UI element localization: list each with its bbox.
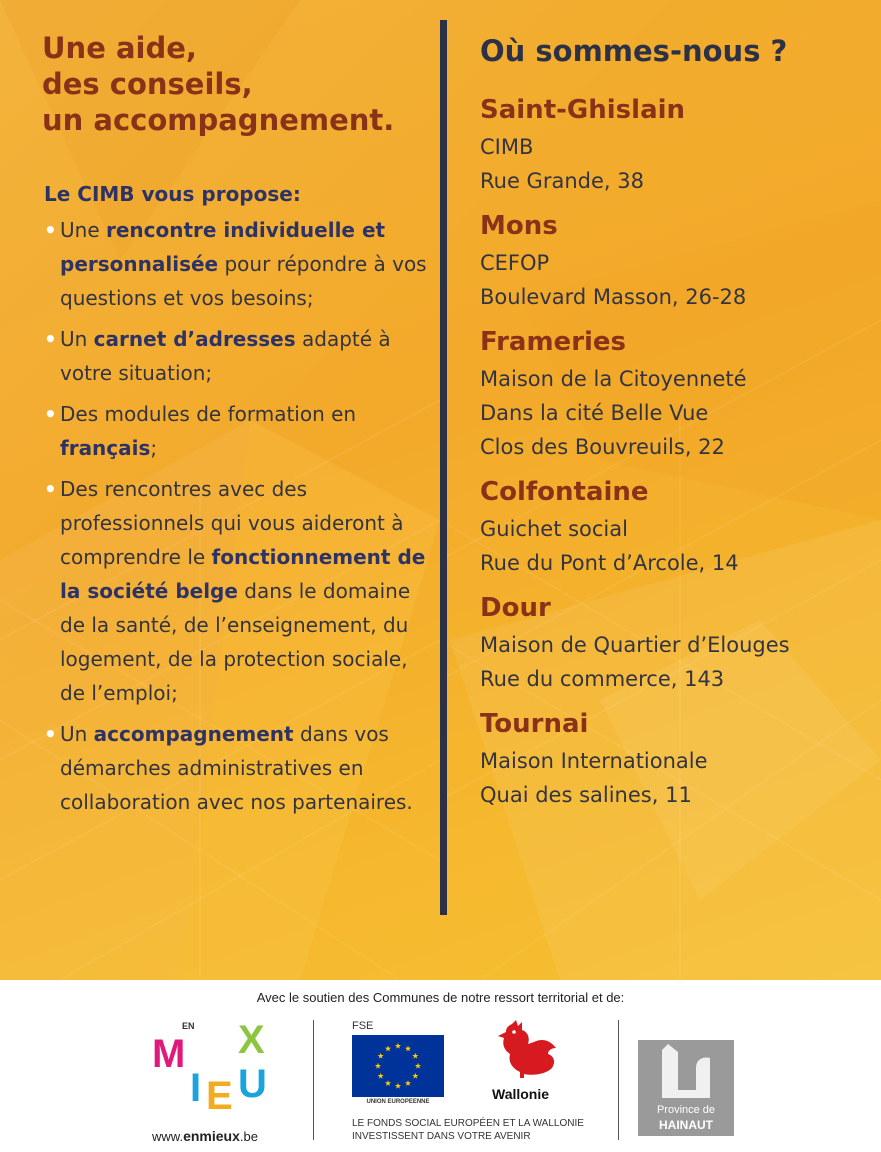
- location-city: Mons: [480, 211, 558, 241]
- offer-item-text: Des rencontres avec des professionnels qui vous aideront à comprendre le: [60, 477, 404, 569]
- hainaut-line2: HAINAUT: [659, 1118, 713, 1132]
- bullet-icon: •: [44, 722, 57, 746]
- mieux-letter-x: X: [238, 1018, 265, 1062]
- eu-label: UNION EUROPEENNE: [366, 1099, 430, 1105]
- enmieux-url[interactable]: [152, 1128, 258, 1144]
- eu-star-icon: [405, 1080, 411, 1086]
- fse-caption: [352, 1117, 612, 1143]
- enmieux-logo: [152, 1020, 280, 1120]
- offer-item-text: dans vos démarches administratives en collaboration avec nos partenaires.: [60, 722, 413, 814]
- offer-item-text: adapté à votre situation;: [60, 327, 391, 385]
- offer-item-text: pour répondre à vos questions et vos besoins;: [60, 252, 427, 310]
- location-address-line: Rue Grande, 38: [480, 169, 644, 193]
- offer-item-highlight: rencontre individuelle et personnalisée: [60, 218, 386, 276]
- offer-item-text: Un: [60, 327, 94, 351]
- location-address-line: CEFOP: [480, 251, 550, 275]
- fse-label: FSE: [352, 1020, 374, 1032]
- offer-item: [44, 472, 434, 710]
- footer-separator: [313, 1020, 314, 1140]
- bullet-icon: •: [44, 218, 57, 242]
- offer-item: [44, 717, 434, 819]
- location-address-line: Dans la cité Belle Vue: [480, 401, 709, 425]
- mieux-letter-i: I: [190, 1066, 202, 1110]
- column-divider: [440, 20, 447, 915]
- offer-item-text: Des modules de formation en: [60, 402, 357, 426]
- mieux-letter-u: U: [238, 1062, 267, 1106]
- location-city: Saint-Ghislain: [480, 95, 686, 125]
- locations-list: [480, 90, 875, 820]
- location-address-line: Guichet social: [480, 517, 628, 541]
- bullet-icon: •: [44, 477, 57, 501]
- mieux-letter-e: E: [206, 1074, 233, 1118]
- headline-line: des conseils,: [42, 67, 253, 101]
- location-block: [480, 704, 875, 812]
- eu-stars-icon: [352, 1035, 444, 1097]
- eu-star-icon: [375, 1063, 381, 1069]
- location-block: [480, 472, 875, 580]
- locations-title: Où sommes-nous ?: [480, 34, 788, 68]
- fse-caption-line: LE FONDS SOCIAL EUROPÉEN ET LA WALLONIE: [352, 1118, 584, 1129]
- offer-item: [44, 397, 434, 465]
- url-name: enmieux: [183, 1128, 240, 1144]
- hainaut-emblem-icon: [638, 1040, 734, 1102]
- eu-star-icon: [385, 1045, 391, 1051]
- location-block: [480, 90, 875, 198]
- location-city: Colfontaine: [480, 477, 649, 507]
- location-address-line: CIMB: [480, 135, 534, 159]
- location-block: [480, 588, 875, 696]
- location-address-line: Clos des Bouvreuils, 22: [480, 435, 725, 459]
- location-address-line: Rue du Pont d’Arcole, 14: [480, 551, 739, 575]
- propose-title: Le CIMB vous propose:: [44, 182, 301, 206]
- headline-line: Une aide,: [42, 31, 197, 65]
- location-address-line: Maison de Quartier d’Elouges: [480, 633, 790, 657]
- mieux-letter-m: M: [152, 1032, 186, 1076]
- support-text: Avec le soutien des Communes de notre ressort territorial et de:: [256, 990, 625, 1005]
- offer-list: [44, 213, 434, 826]
- eu-star-icon: [378, 1053, 384, 1059]
- wallonie-rooster-icon: [490, 1018, 562, 1080]
- bullet-icon: •: [44, 402, 57, 426]
- hainaut-line1: Province de: [656, 1104, 716, 1116]
- eu-star-icon: [385, 1080, 391, 1086]
- footer-separator: [618, 1020, 619, 1140]
- mieux-letter-en: EN: [182, 1021, 195, 1031]
- eu-star-icon: [395, 1043, 401, 1049]
- headline: [42, 30, 432, 138]
- location-block: [480, 322, 875, 464]
- bullet-icon: •: [44, 327, 57, 351]
- headline-line: un accompagnement.: [42, 103, 395, 137]
- location-address-line: Maison de la Citoyenneté: [480, 367, 747, 391]
- offer-item-highlight: fonctionnement de la société belge: [60, 545, 426, 603]
- eu-star-icon: [412, 1073, 418, 1079]
- url-suffix: .be: [239, 1129, 258, 1144]
- location-city: Tournai: [480, 709, 589, 739]
- eu-star-icon: [415, 1063, 421, 1069]
- wallonie-label: Wallonie: [492, 1086, 550, 1102]
- location-address-line: Maison Internationale: [480, 749, 708, 773]
- offer-item-highlight: carnet d’adresses: [93, 327, 296, 351]
- offer-item-text: dans le domaine de la santé, de l’enseignement, du logement, de la protection sociale, de l’emploi;: [60, 579, 411, 705]
- fse-caption-line: INVESTISSENT DANS VOTRE AVENIR: [352, 1131, 531, 1142]
- offer-item-highlight: français: [60, 436, 151, 460]
- location-address-line: Rue du commerce, 143: [480, 667, 725, 691]
- eu-flag-icon: [352, 1035, 444, 1097]
- eu-star-icon: [378, 1073, 384, 1079]
- location-city: Dour: [480, 593, 551, 623]
- url-prefix: www.: [152, 1129, 184, 1144]
- location-block: [480, 206, 875, 314]
- offer-item: [44, 213, 434, 315]
- hainaut-logo: [638, 1040, 734, 1136]
- offer-item: [44, 322, 434, 390]
- offer-item-highlight: accompagnement: [93, 722, 294, 746]
- location-city: Frameries: [480, 327, 627, 357]
- offer-item-text: Un: [60, 722, 94, 746]
- location-address-line: Quai des salines, 11: [480, 783, 692, 807]
- location-address-line: Boulevard Masson, 26-28: [480, 285, 747, 309]
- offer-item-text: ;: [150, 436, 158, 460]
- eu-star-icon: [395, 1083, 401, 1089]
- eu-star-icon: [405, 1045, 411, 1051]
- offer-item-text: Une: [60, 218, 106, 242]
- eu-star-icon: [412, 1053, 418, 1059]
